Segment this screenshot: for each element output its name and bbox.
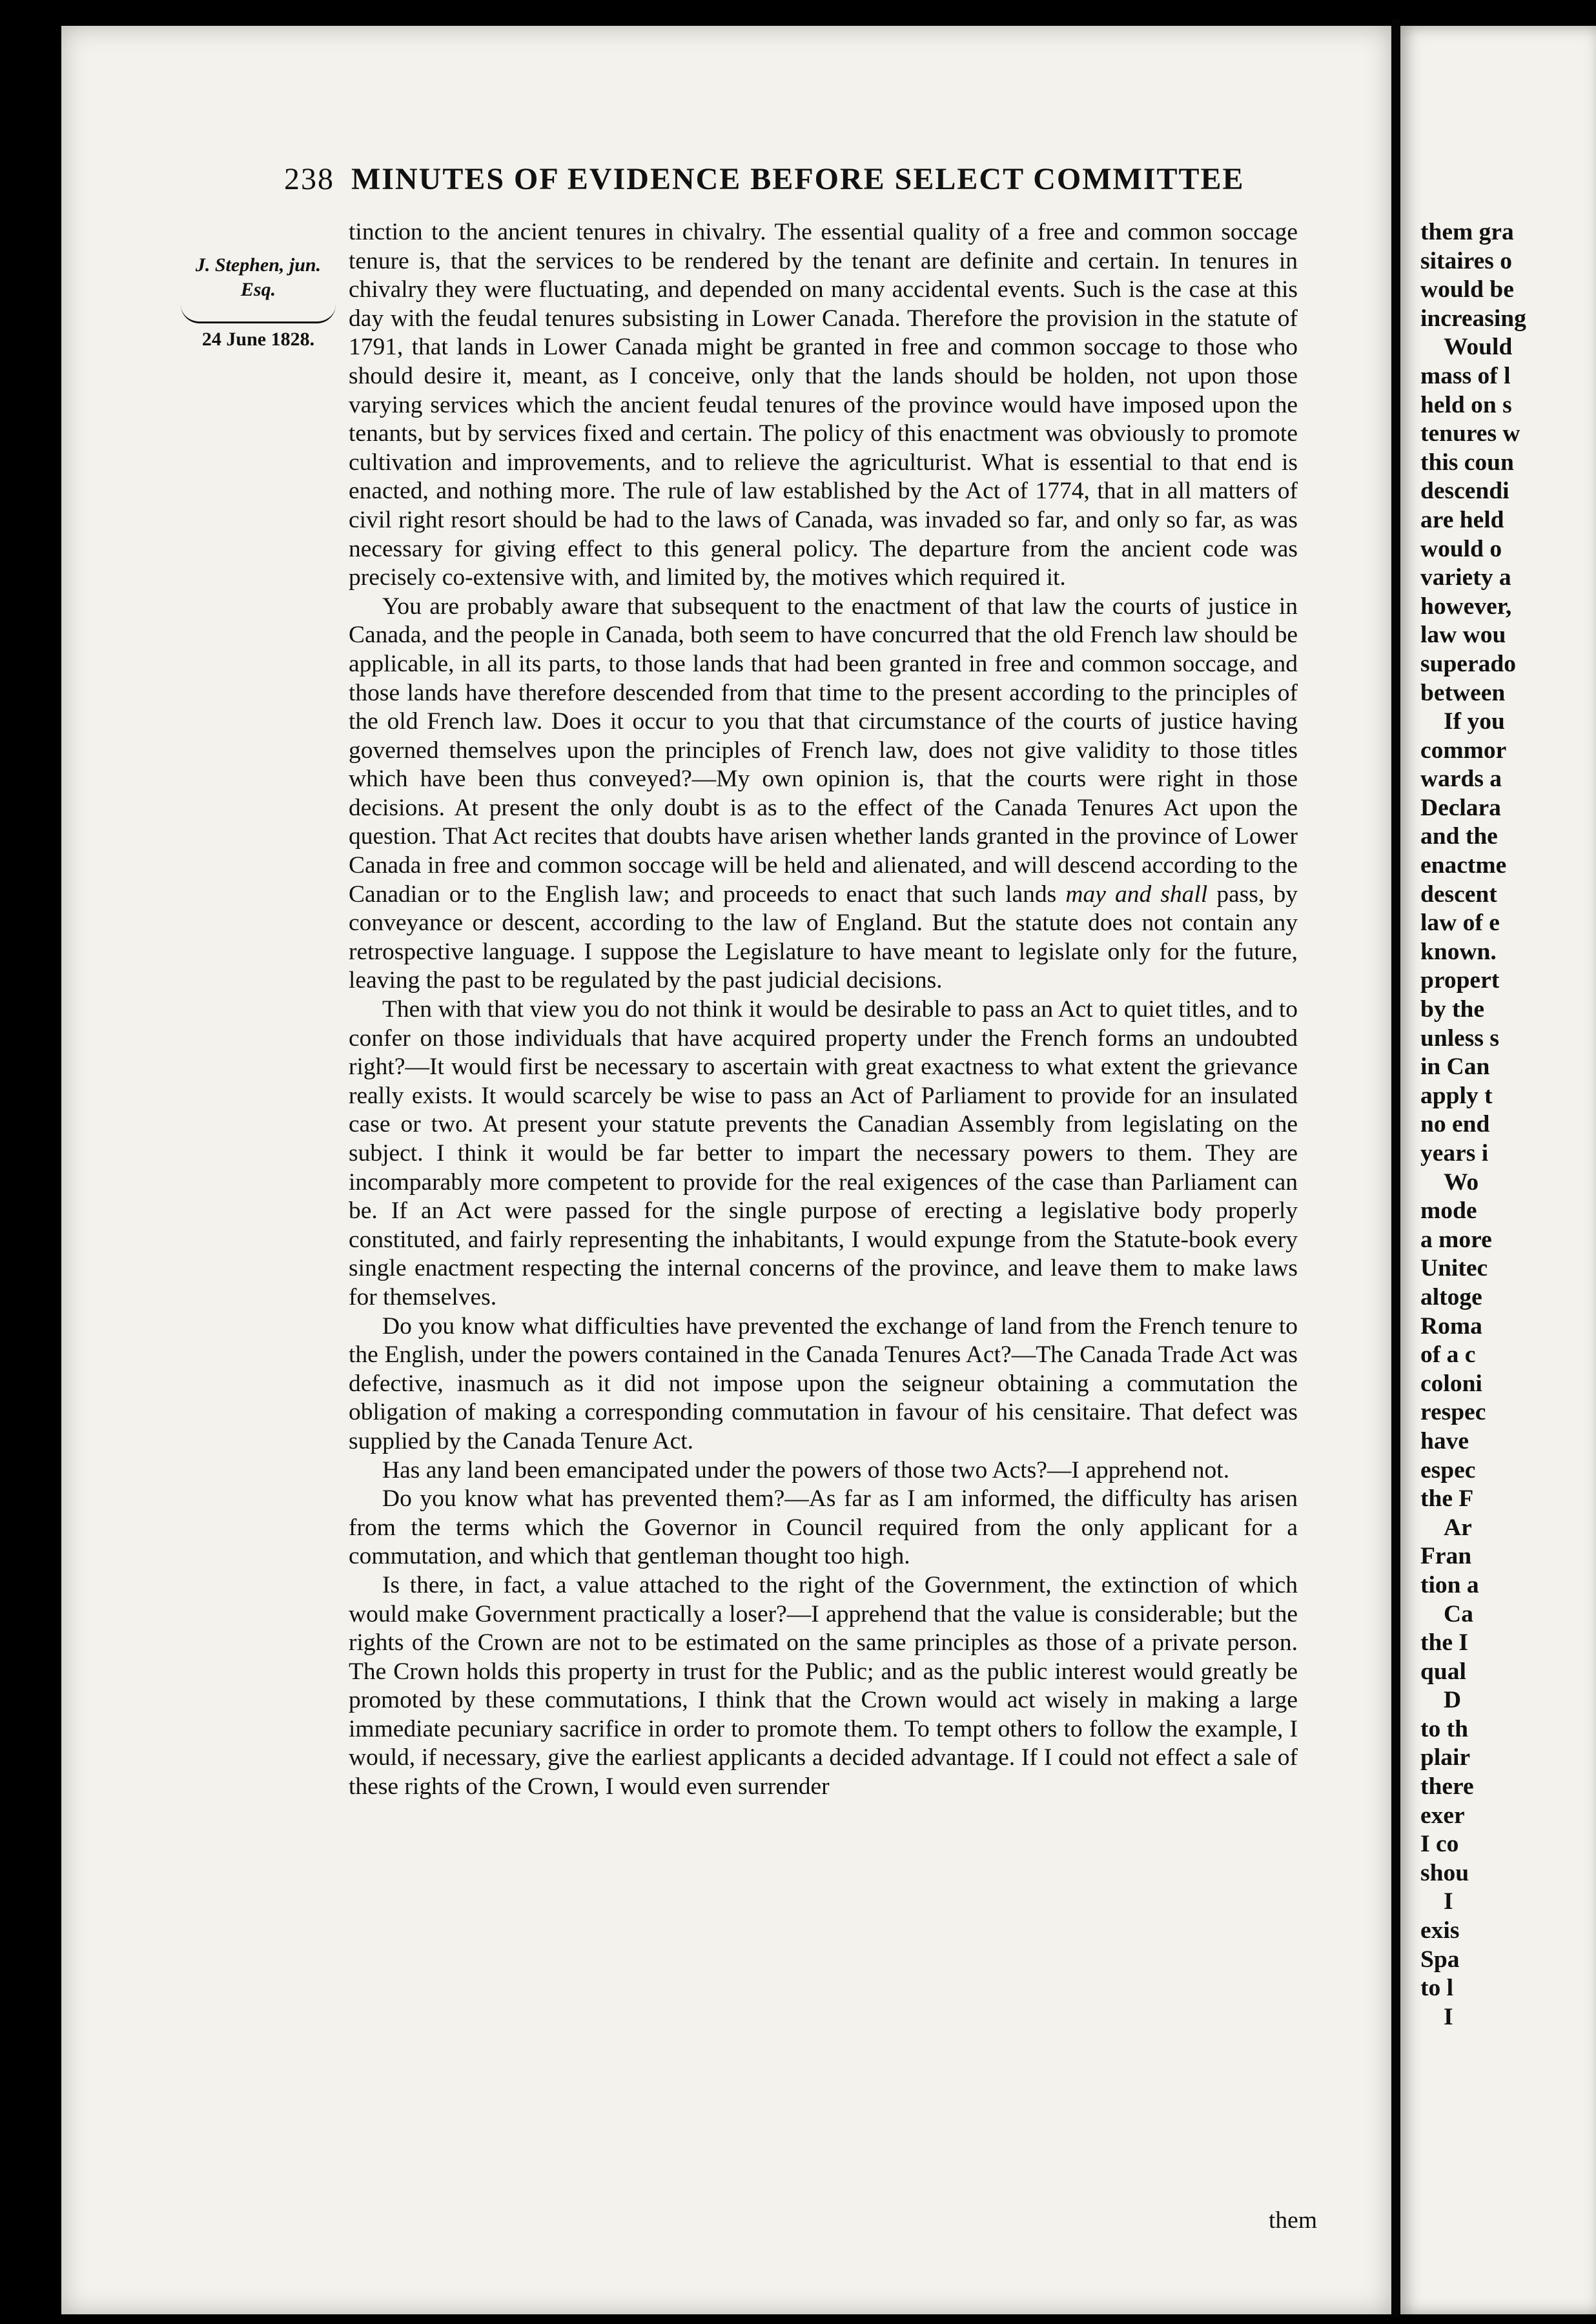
right-page-line: enactme [1420, 852, 1507, 879]
right-page-line: exer [1420, 1802, 1465, 1829]
right-page-line: the I [1420, 1629, 1468, 1656]
paragraph-text: pass, by conveyance or descent, according to the law of England. But the statute does not contain any retrospective language. I suppose the Legislature to have meant to legislate only for the future, leaving the past to be regulated by the past judicial decisions. [349, 881, 1298, 994]
paragraph: Do you know what has prevented them?—As far as I am informed, the difficulty has arisen from the terms which the Governor in Council required from the only applicant for a commutation, and which that gentleman thought too high. [349, 1485, 1298, 1570]
right-page-line: of a c [1420, 1341, 1476, 1369]
right-page-line: variety a [1420, 564, 1511, 591]
right-page-text [1420, 218, 1596, 2032]
right-page-line: I [1444, 1888, 1453, 1915]
right-page-line: the F [1420, 1485, 1474, 1513]
right-page-line: this coun [1420, 449, 1514, 476]
right-page-line: years i [1420, 1140, 1489, 1167]
page-number: 238 [284, 162, 334, 196]
right-page-line: descent [1420, 881, 1497, 908]
right-page-line: propert [1420, 967, 1500, 994]
witness-name: J. Stephen, jun. [195, 254, 322, 276]
right-page-line: however, [1420, 593, 1512, 620]
right-page-line: mode [1420, 1198, 1477, 1225]
right-page-line: commor [1420, 737, 1507, 764]
right-page-line: apply t [1420, 1082, 1493, 1109]
right-page-line: and the [1420, 823, 1498, 850]
right-page-line: espec [1420, 1456, 1476, 1483]
right-page-line: to th [1420, 1715, 1468, 1742]
right-page-line: Would [1444, 334, 1513, 361]
right-page-line: respec [1420, 1399, 1486, 1426]
paragraph: Is there, in fact, a value attached to the right of the Government, the extinction of which would make Government practically a loser?—I apprehend that the value is considerable; but the rights of the Crown are not to be estimated on the same principles as those of a private person. The Crown holds this property in trust for the Public; and as the public interest would greatly be promoted by these commutations, I think that the Crown would act wisely in making a large immediate pecuniary sacrifice in order to promote them. To tempt others to follow the example, I would, if necessary, give the earliest applicants a decided advantage. If I could not effect a sale of these rights of the Crown, I would even surrender [349, 1571, 1298, 1800]
right-page-line: wards a [1420, 766, 1502, 793]
right-page-line: Spa [1420, 1946, 1460, 1973]
right-page-line: unless s [1420, 1024, 1499, 1052]
right-page-line: tion a [1420, 1571, 1479, 1598]
right-page-line: I [1444, 2003, 1453, 2030]
right-page-line: no end [1420, 1111, 1490, 1138]
right-page-line: Ar [1444, 1514, 1472, 1541]
right-page-line: Declara [1420, 794, 1501, 821]
right-page-line: Unitec [1420, 1255, 1488, 1282]
page-title: MINUTES OF EVIDENCE BEFORE SELECT COMMITTEE [351, 162, 1245, 196]
right-page-line: are held [1420, 506, 1504, 533]
right-page-line: Wo [1444, 1168, 1479, 1196]
right-page-line: would be [1420, 276, 1514, 303]
right-page-line: If you [1444, 708, 1505, 735]
right-page-line: by the [1420, 996, 1484, 1023]
margin-note [174, 253, 342, 352]
margin-brace [181, 305, 336, 323]
paragraph: Has any land been emancipated under the powers of those two Acts?—I apprehend not. [382, 1456, 1230, 1483]
right-page-line: D [1444, 1687, 1462, 1714]
paragraph-text: You are probably aware that subsequent to the enactment of that law the courts of justice in Canada, and the people in Canada, both seem to have concurred that the old French law should be applicable, in all its parts, to those lands that had been granted in free and common soccage, and those lands have therefore descended from that time to the present according to the principles of the old French law. Does it occur to you that that circumstance of the courts of justice having governed themselves upon the principles of French law, does not give validity to those titles which have been thus conveyed?—My own opinion is, that the courts were right in those decisions. At present the only doubt is as to the effect of the Canada Tenures Act upon the question. That Act recites that doubts have arisen whether lands granted in the province of Lower Canada in free and common soccage will be held and alienated, and will descend according to the Canadian or to the English law; and proceeds to enact that such lands [349, 593, 1298, 908]
right-page-line: have [1420, 1427, 1469, 1454]
right-page-line: descendi [1420, 478, 1509, 505]
right-page-line: held on s [1420, 391, 1512, 418]
right-page-line: increasing [1420, 305, 1526, 332]
right-page-line: Fran [1420, 1543, 1472, 1570]
right-page-line: there [1420, 1773, 1474, 1800]
paragraph: Then with that view you do not think it would be desirable to pass an Act to quiet titles, and to confer on those individuals that have acquired property under the French forms an undoubted right?—It would first be necessary to ascertain with great exactness to what extent the grievance really exists. It would scarcely be wise to pass an Act of Parliament to provide for an insulated case or two. At present your statute prevents the Canadian Assembly from legislating on the subject. I think it would be far better to impart the necessary powers to them. They are incomparably more competent to provide for the real exigences of the case than Parliament can be. If an Act were passed for the single purpose of erecting a legislative body properly constituted, and fairly representing the inhabitants, I would expunge from the Statute-book every single enactment respecting the internal concerns of the province, and leave them to make laws for themselves. [349, 996, 1298, 1310]
right-page-line: sitaires o [1420, 247, 1512, 274]
catchword: them [1269, 2207, 1317, 2234]
paragraph: Do you know what difficulties have prevented the exchange of land from the French tenure to the English, under the powers contained in the Canada Tenures Act?—The Canada Trade Act was defective, inasmuch as it did not impose upon the seigneur obtaining a commutation the obligation of making a corresponding commutation in favour of his censitaire. That defect was supplied by the Canada Tenure Act. [349, 1312, 1298, 1454]
paragraph-emphasis: may and shall [1065, 881, 1208, 908]
right-page-line: to l [1420, 1975, 1454, 2002]
right-page-line: them gra [1420, 219, 1514, 245]
witness-suffix: Esq. [240, 279, 276, 300]
right-page-line: coloni [1420, 1370, 1482, 1397]
right-page-line: I co [1420, 1831, 1459, 1858]
book-gutter [1391, 19, 1400, 2318]
right-page-line: known. [1420, 938, 1497, 965]
right-page-line: shou [1420, 1859, 1469, 1886]
right-page-line: in Can [1420, 1054, 1490, 1081]
right-page-line: mass of l [1420, 362, 1511, 389]
right-page-line: superado [1420, 650, 1516, 677]
right-page-line: law wou [1420, 622, 1506, 649]
right-page-line: law of e [1420, 910, 1500, 937]
running-head [284, 161, 1317, 207]
right-page-line: plair [1420, 1744, 1471, 1771]
right-page-line: would o [1420, 535, 1502, 562]
right-page-line: exis [1420, 1917, 1460, 1944]
right-page-line: Ca [1444, 1600, 1473, 1627]
right-page-line: between [1420, 679, 1506, 706]
evidence-text [349, 218, 1298, 1802]
right-page-line: qual [1420, 1658, 1466, 1685]
paragraph: tinction to the ancient tenures in chivalry. The essential quality of a free and common soccage tenure is, that the services to be rendered by the tenant are definite and certain. In tenures in chivalry they were fluctuating, and depended on many accidental events. Such is the case at this day with the feudal tenures subsisting in Lower Canada. Therefore the provision in the statute of 1791, that lands in Lower Canada might be granted in free and common soccage to those who should desire it, meant, as I conceive, only that the lands should be holden, not upon those varying services which the ancient feudal tenures of the province would have imposed upon the tenants, but by services fixed and certain. The policy of this enactment was obviously to promote cultivation and improvements, and to relieve the agriculturist. What is essential to that end is enacted, and nothing more. The rule of law established by the Act of 1774, that in all matters of civil right resort should be had to the laws of Canada, was invaded so far, and only so far, as was necessary for giving effect to this general policy. The departure from the ancient code was precisely co-extensive with, and limited by, the motives which required it. [349, 219, 1298, 591]
paragraph [349, 593, 1298, 995]
right-page-line: tenures w [1420, 420, 1520, 447]
right-page-line: Roma [1420, 1312, 1482, 1340]
right-page-line: altoge [1420, 1283, 1482, 1310]
right-page-line: a more [1420, 1226, 1492, 1253]
evidence-date: 24 June 1828. [201, 329, 315, 350]
